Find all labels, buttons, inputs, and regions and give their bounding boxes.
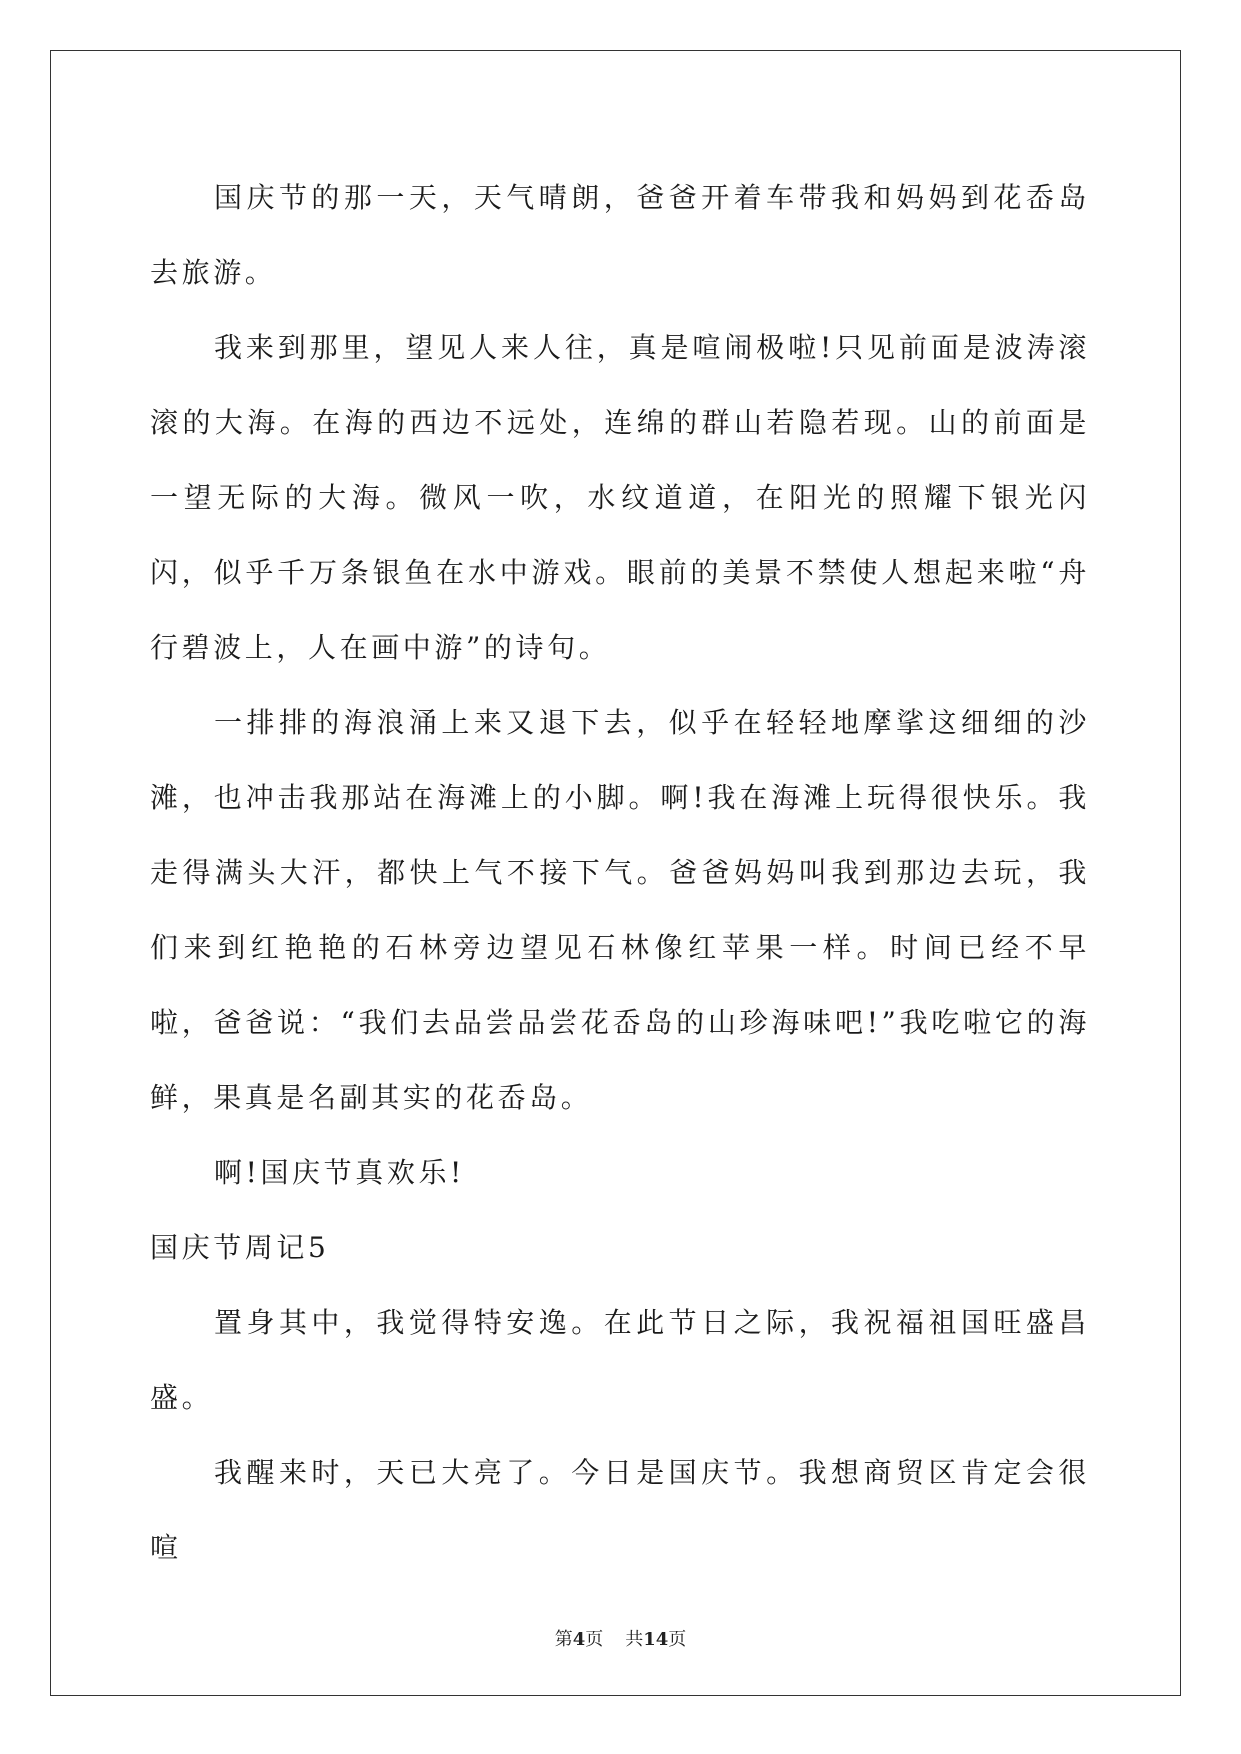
page-footer bbox=[0, 1625, 1241, 1651]
total-suffix: 页 bbox=[668, 1629, 687, 1650]
paragraph-1: 国庆节的那一天，天气晴朗，爸爸开着车带我和妈妈到花岙岛去旅游。 bbox=[150, 181, 1090, 289]
total-prefix: 共 bbox=[625, 1629, 644, 1650]
page-prefix: 第 bbox=[554, 1629, 573, 1650]
page-total: 14 bbox=[643, 1629, 669, 1650]
section-title: 国庆节周记5 bbox=[150, 1231, 330, 1264]
paragraph-3: 一排排的海浪涌上来又退下去，似乎在轻轻地摩挲这细细的沙滩，也冲击我那站在海滩上的小脚。啊!我在海滩上玩得很快乐。我走得满头大汗，都快上气不接下气。爸爸妈妈叫我到那边去玩，我们来到红艳艳的石林旁边望见石林像红苹果一样。时间已经不早啦，爸爸说：“我们去品尝品尝花岙岛的山珍海味吧!”我吃啦它的海鲜，果真是名副其实的花岙岛。 bbox=[150, 706, 1090, 1114]
paragraph-4: 啊!国庆节真欢乐! bbox=[214, 1156, 465, 1189]
section-paragraph-2: 我醒来时，天已大亮了。今日是国庆节。我想商贸区肯定会很喧 bbox=[150, 1456, 1090, 1564]
document-body bbox=[150, 160, 1090, 1585]
page-suffix: 页 bbox=[585, 1629, 604, 1650]
paragraph-2: 我来到那里，望见人来人往，真是喧闹极啦!只见前面是波涛滚滚的大海。在海的西边不远处，连绵的群山若隐若现。山的前面是一望无际的大海。微风一吹，水纹道道，在阳光的照耀下银光闪闪，似乎千万条银鱼在水中游戏。眼前的美景不禁使人想起来啦“舟行碧波上，人在画中游”的诗句。 bbox=[150, 331, 1090, 664]
section-paragraph-1: 置身其中，我觉得特安逸。在此节日之际，我祝福祖国旺盛昌盛。 bbox=[150, 1306, 1090, 1414]
page-current: 4 bbox=[572, 1629, 586, 1650]
